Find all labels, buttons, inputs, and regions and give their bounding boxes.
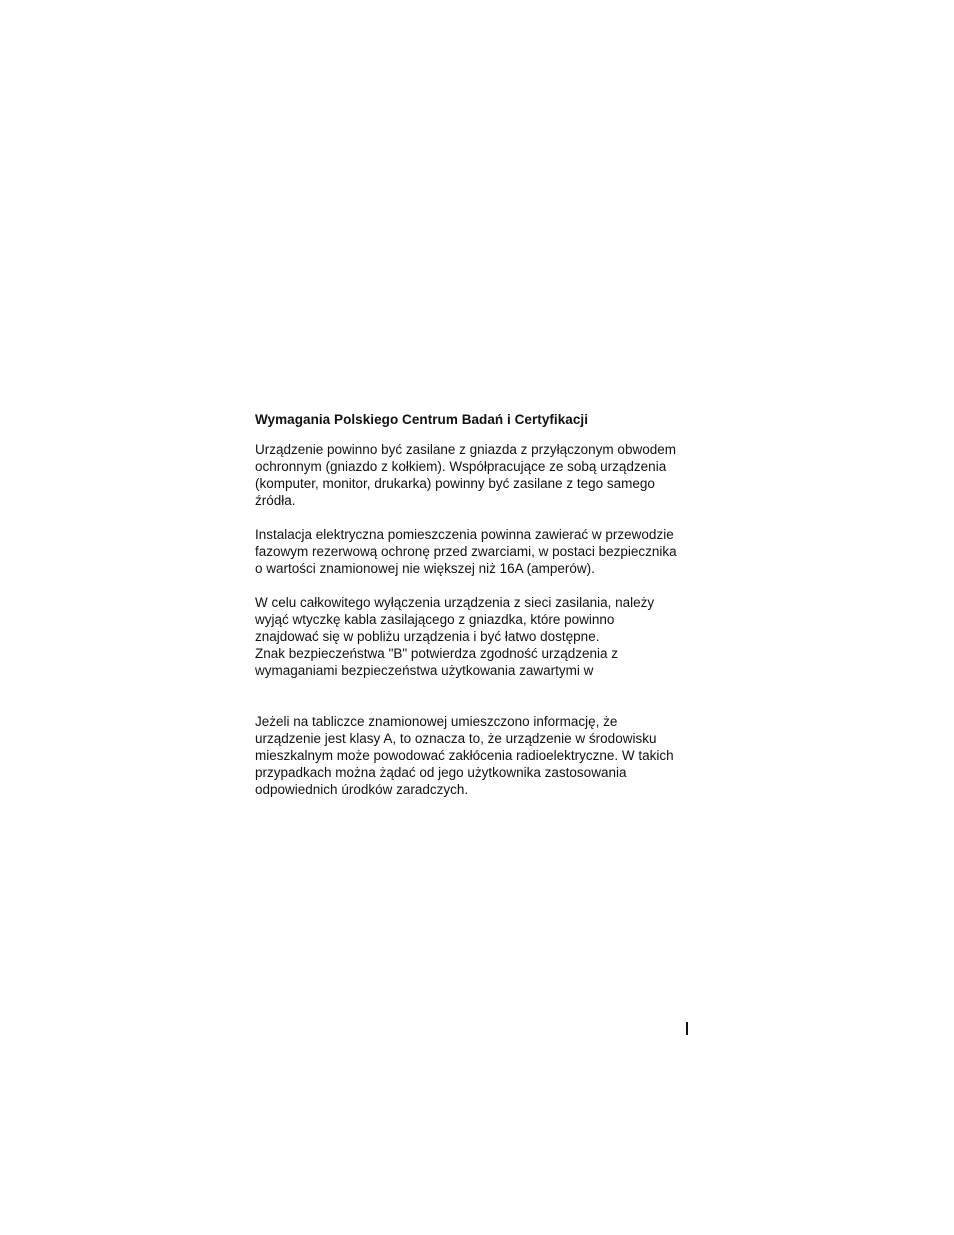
paragraph-class-a-notice: Jeżeli na tabliczce znamionowej umieszczono informację, że urządzenie jest klasy A, to oznacza to, że urządzenie w środowisku mieszkalnym może powodować zakłócenia radioelektryczne. W takich przypadkach można żądać od jego użytkownika zastosowania odpowiednich úrodków zaradczych. <box>255 714 674 797</box>
paragraph-fuse-protection: Instalacja elektryczna pomieszczenia powinna zawierać w przewodzie fazowym rezerwową ochronę przed zwarciami, w postaci bezpiecznika o wartości znamionowej nie większej niż 16A (amperów). <box>255 527 677 576</box>
section-title: Wymagania Polskiego Centrum Badań i Certyfikacji <box>255 412 588 427</box>
page-margin-mark <box>686 1022 688 1035</box>
paragraph-disconnection-safety: W celu całkowitego wyłączenia urządzenia z sieci zasilania, należy wyjąć wtyczkę kabla zasilającego z gniazdka, które powinno znajdować się w pobliżu urządzenia i być łatwo dostępne. Znak bezpieczeństwa "B" potwierdza zgodność urządzenia z wymaganiami bezpieczeństwa użytkowania zawartymi w <box>255 595 655 678</box>
document-content <box>255 411 705 798</box>
paragraph-grounding: Urządzenie powinno być zasilane z gniazda z przyłączonym obwodem ochronnym (gniazdo z kołkiem). Współpracujące ze sobą urządzenia (komputer, monitor, drukarka) powinny być zasilane z tego samego źródła. <box>255 442 676 508</box>
